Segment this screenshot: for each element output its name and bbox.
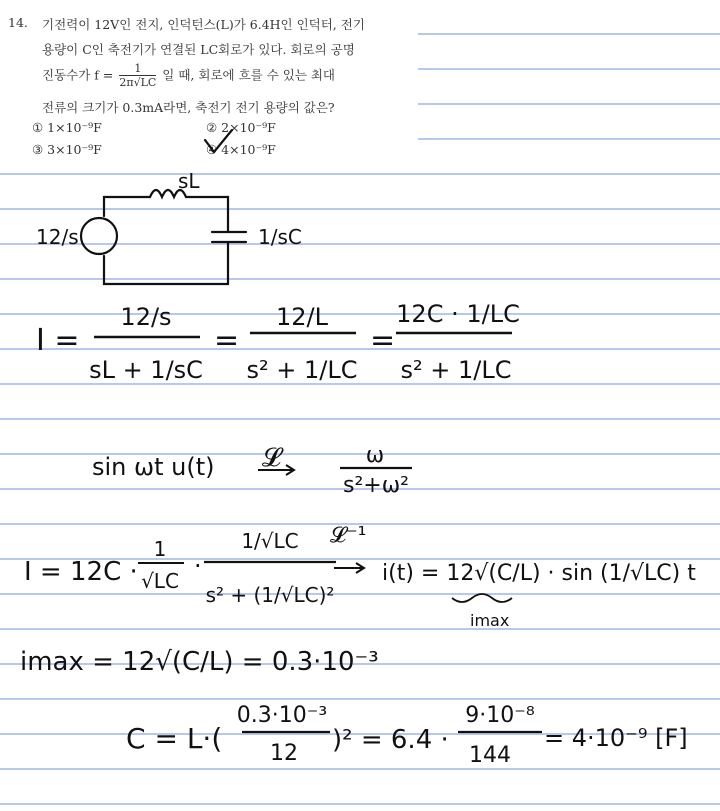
laplace-pair-num: ω: [365, 443, 385, 468]
capacitor-label: 1/sC: [258, 225, 302, 249]
problem-line-2: 용량이 C인 축전기가 연결된 LC회로가 있다. 회로의 공명: [42, 42, 355, 57]
lc-circuit-diagram: [81, 190, 246, 284]
answer-checkmark-icon: [205, 130, 232, 152]
eq2-rhs: i(t) = 12√(C/L) · sin (1/√LC) t: [382, 561, 696, 586]
choice-3: ③ 3×10⁻⁹F: [32, 142, 102, 157]
eq2-mid-num: 1: [153, 537, 167, 561]
eq4-lhs: C = L·(: [126, 722, 223, 755]
eq2-mid-den: √LC: [141, 569, 179, 593]
eq4-frac2-den: 144: [469, 743, 511, 768]
eq1-frac1-num: 12/s: [120, 303, 172, 331]
eq2-frac-den: s² + (1/√LC)²: [205, 583, 335, 607]
eq1-equals-1: =: [214, 323, 240, 358]
problem-line-3-start: 진동수가 f =: [42, 67, 114, 83]
eq1-frac3-den: s² + 1/LC: [400, 356, 512, 384]
imax-underline: [452, 594, 512, 602]
eq4-mid: )² = 6.4 ·: [332, 725, 449, 755]
choice-1: ① 1×10⁻⁹F: [32, 120, 102, 135]
eq2-dot: ·: [194, 552, 202, 580]
eq3: imax = 12√(C/L) = 0.3·10⁻³: [20, 647, 379, 677]
source-label: 12/s: [36, 225, 79, 249]
eq4-frac2-num: 9·10⁻⁸: [465, 703, 535, 728]
voltage-source-icon: [81, 218, 117, 254]
choice-4: ④ 4×10⁻⁹F: [206, 142, 276, 157]
eq4-frac-den: 12: [270, 741, 298, 766]
wire-top-right: [186, 197, 228, 232]
problem-line-1: 기전력이 12V인 전지, 인덕턴스(L)가 6.4H인 인덕터, 전기: [42, 17, 365, 32]
eq4-frac-num: 0.3·10⁻³: [236, 703, 328, 728]
laplace-pair-den: s²+ω²: [343, 473, 409, 498]
eq4-rhs: = 4·10⁻⁹ [F]: [544, 724, 688, 752]
inductor-label: sL: [178, 169, 200, 193]
laplace-operator: 𝓛: [262, 443, 281, 473]
eq2-inverse-operator: 𝓛⁻¹: [330, 523, 367, 548]
eq2-frac-num: 1/√LC: [241, 529, 299, 553]
eq1-frac3-num: 12C · 1/LC: [396, 300, 520, 328]
eq2-lhs: I = 12C ·: [24, 557, 138, 587]
eq1-frac1-den: sL + 1/sC: [89, 356, 203, 384]
problem-line-3-end: 일 때, 회로에 흐를 수 있는 최대: [162, 67, 336, 83]
eq1-equals-2: =: [370, 323, 396, 358]
wire-top-left: [104, 197, 150, 216]
formula-denominator: 2π√LC: [119, 76, 157, 89]
problem-number: 14.: [8, 15, 28, 30]
wire-bottom: [104, 242, 228, 284]
eq1-frac2-num: 12/L: [276, 303, 328, 331]
laplace-pair-lhs: sin ωt u(t): [92, 453, 215, 481]
formula-numerator: 1: [119, 62, 156, 76]
inverse-laplace-arrow-icon: [334, 563, 364, 573]
eq1-frac2-den: s² + 1/LC: [246, 356, 358, 384]
problem-line-4: 전류의 크기가 0.3mA라면, 축전기 전기 용량의 값은?: [42, 100, 335, 115]
eq1-lhs: I =: [36, 323, 80, 358]
eq2-note: imax: [470, 611, 510, 630]
choice-2: ② 2×10⁻⁹F: [206, 120, 276, 135]
